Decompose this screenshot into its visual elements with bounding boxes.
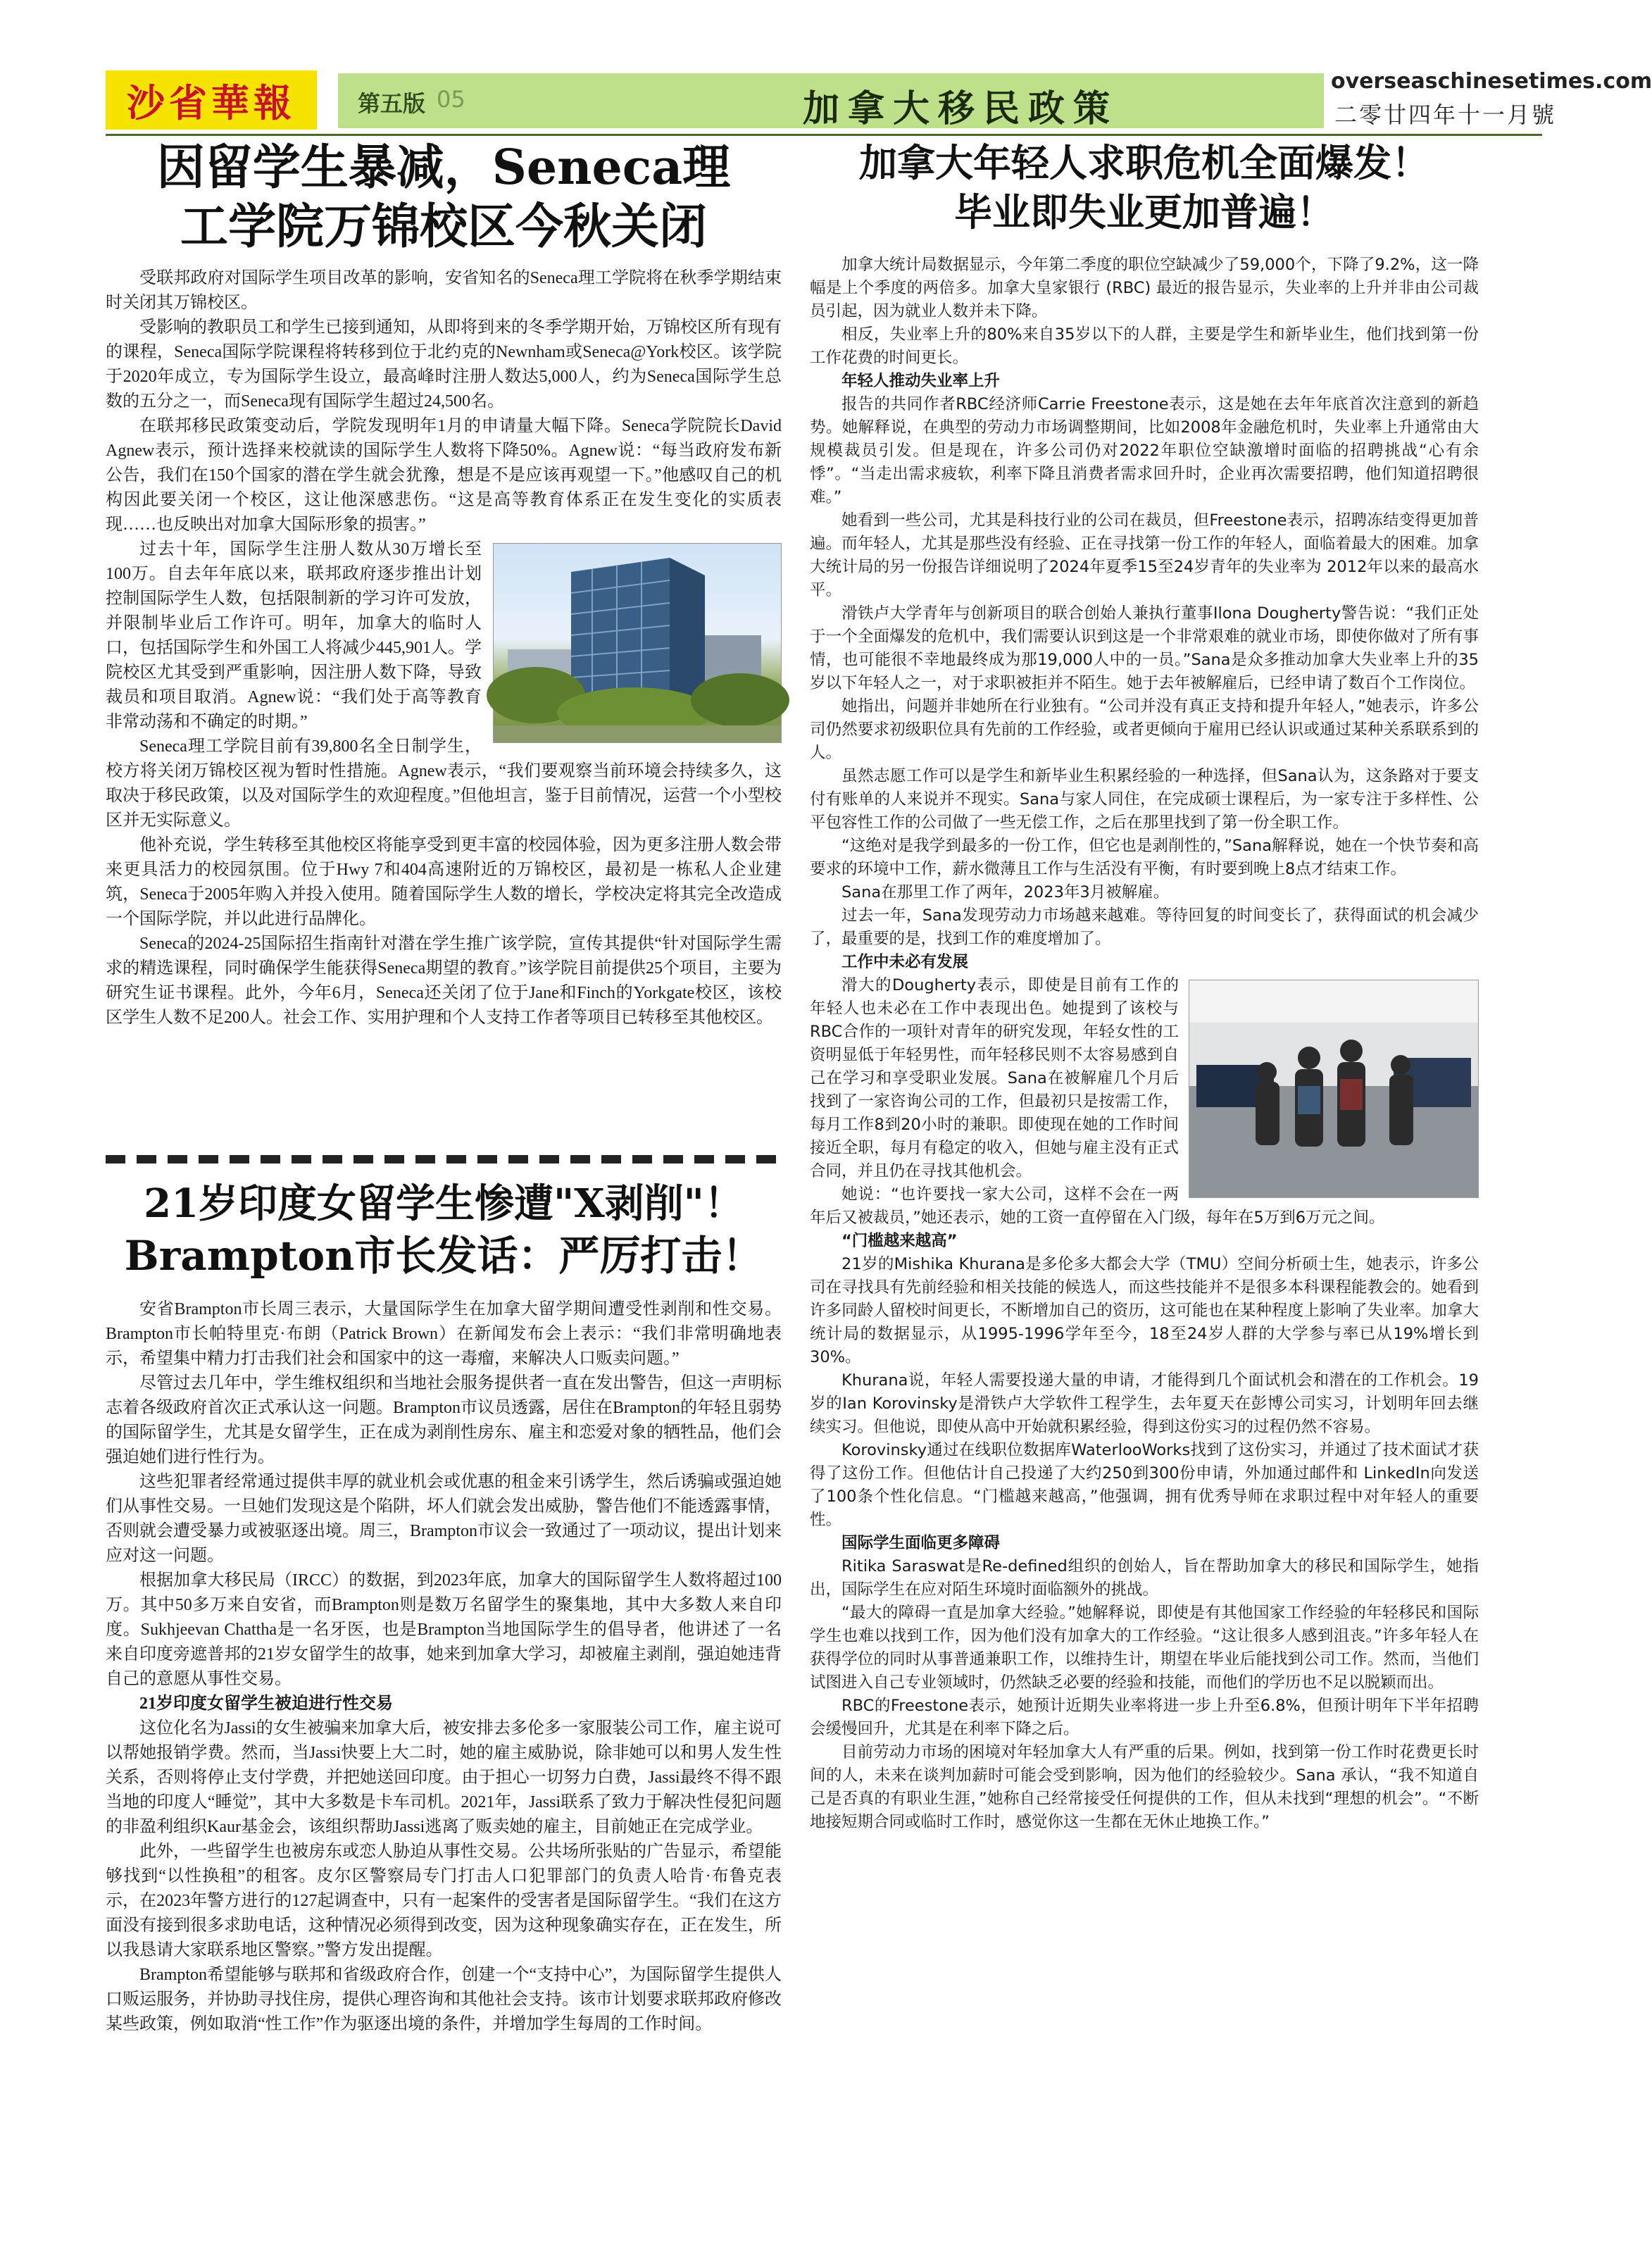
subheading: 21岁印度女留学生被迫进行性交易 — [139, 1695, 393, 1713]
paragraph: Seneca的2024-25国际招生指南针对潜在学生推广该学院，宣传其提供“针对国际学生需求的精选课程，同时确保学生能获得Seneca期望的教育。”该学院目前提供25个项目，主要为研究生证书课程。此外，今年6月，Seneca还关闭了位于Jane和Finch的Yorkgate校区，该校区学生人数不足200人。社会工作、实用护理和个人支持工作者等项目已转移至其他校区。 — [106, 935, 782, 1027]
paragraph: 受联邦政府对国际学生项目改革的影响，安省知名的Seneca理工学院将在秋季学期结束时关闭其万锦校区。 — [106, 269, 782, 312]
paragraph: “最大的障碍一直是加拿大经验。”她解释说，即使是有其他国家工作经验的年轻移民和国际学生也难以找到工作，因为他们没有加拿大的工作经验。“这让很多人感到沮丧。”许多年轻人在获得学位的同时从事普通兼职工作，以维持生计，期望在毕业后能找到公司工作。然而，当他们试图进入自己专业领域时，仍然缺乏必要的经验和技能，而他们的学历也不足以脱颖而出。 — [810, 1604, 1479, 1692]
logo-text: 沙省華報 — [127, 80, 296, 125]
article-youth-title-1: 加拿大年轻人求职危机全面爆发！ — [859, 140, 1429, 185]
paragraph: Brampton希望能够与联邦和省级政府合作，创建一个“支持中心”，为国际留学生提供人口贩运服务，并协助寻找住房，提供心理咨询和其他社会支持。该市计划要求联邦政府修改某些政策，例如取消“性工作”作为驱逐出境的条件，并增加学生每周的工作时间。 — [106, 1966, 782, 2033]
article-youth-title-2: 毕业即失业更加普遍！ — [954, 189, 1334, 235]
paragraph: 过去十年，国际学生注册人数从30万增长至100万。自去年年底以来，联邦政府逐步推出计划控制国际学生人数，包括限制新的学习许可发放，并限制毕业后工作许可。明年，加拿大的临时人口，包括国际学生和外国工人将减少445,901人。学院校区尤其受到严重影响，因注册人数下降，导致裁员和项目取消。Agnew说：“我们处于高等教育非常动荡和不确定的时期。” — [106, 540, 482, 731]
paragraph: 根据加拿大移民局（IRCC）的数据，到2023年底，加拿大的国际留学生人数将超过100万。其中50多万来自安省，而Brampton则是数万名留学生的聚集地，其中大多数人来自印度。Sukhjeevan Chattha是一名牙医，也是Brampton当地国际学生的倡导者，他讲述了一名来自印度旁遮普邦的21岁女留学生的故事，她来到加拿大学习，却被雇主剥削，强迫她违背自己的意愿从事性交易。 — [106, 1571, 782, 1688]
paragraph: RBC的Freestone表示，她预计近期失业率将进一步上升至6.8%，但预计明年下半年招聘会缓慢回升，尤其是在利率下降之后。 — [810, 1697, 1479, 1738]
paragraph: Sana在那里工作了两年，2023年3月被解雇。 — [841, 883, 1170, 901]
article-seneca-title: 因留学生暴减，Seneca理工学院万锦校区今秋关闭 — [156, 139, 731, 255]
paragraph: 滑大的Dougherty表示，即使是目前有工作的年轻人也未必在工作中表现出色。她提到了该校与RBC合作的一项针对青年的研究发现，年轻女性的工资明显低于年轻男性，而年轻移民则不太容易感到自己在学习和享受职业发展。Sana在被解雇几个月后找到了一家咨询公司的工作，但最初只是按需工作，每月工作8到20小时的兼职。即使现在她的工作时间接近全职，每月有稳定的收入，但她与雇主没有正式合同，并且仍在寻找其他机会。 — [810, 976, 1179, 1180]
issue-date: 二零廿四年十一月號 — [1334, 101, 1556, 128]
paragraph: 目前劳动力市场的困境对年轻加拿大人有严重的后果。例如，找到第一份工作时花费更长时间的人，未来在谈判加薪时可能会受到影响，因为他们的经验较少。Sana 承认，“我不知道自己是否真的有职业生涯，”她称自己经常接受任何提供的工作，但从未找到“理想的机会”。“不断地接短期合同或临时工作时，感觉你这一生都在无休止地换工作。” — [810, 1743, 1479, 1831]
paragraph: 他补充说，学生转移至其他校区将能享受到更丰富的校园体验，因为更多注册人数会带来更具活力的校园氛围。位于Hwy 7和404高速附近的万锦校区，最初是一栋私人企业建筑，Seneca于2005年购入并投入使用。随着国际学生人数的增长，学校决定将其完全改造成一个国际学院，并以此进行品牌化。 — [106, 836, 782, 928]
paragraph: 此外，一些留学生也被房东或恋人胁迫从事性交易。公共场所张贴的广告显示，希望能够找到“以性换租”的租客。皮尔区警察局专门打击人口犯罪部门的负责人哈肯·布鲁克表示，在2023年警方进行的127起调查中，只有一起案件的受害者是国际留学生。“我们在这方面没有接到很多求助电话，这种情况必须得到改变，因为这种现象确实存在，正在发生，所以我恳请大家联系地区警察。”警方发出提醒。 — [106, 1842, 782, 1959]
paragraph: 受影响的教职员工和学生已接到通知，从即将到来的冬季学期开始，万锦校区所有现有的课程，Seneca国际学院课程将转移到位于北约克的Newnham或Seneca@York校区。该学院于2020年成立，专为国际学生设立，最高峰时注册人数达5,000人，约为Seneca国际学生总数的五分之一，而Seneca现有国际学生超过24,500名。 — [106, 318, 782, 411]
paragraph: 虽然志愿工作可以是学生和新毕业生积累经验的一种选择，但Sana认为，这条路对于要支付有账单的人来说并不现实。Sana与家人同住，在完成硕士课程后，为一家专注于多样性、公平包容性工作的公司做了一些无偿工作，之后在那里找到了第一份全职工作。 — [810, 767, 1479, 832]
website-link[interactable]: overseaschinesetimes.com — [1331, 69, 1652, 94]
office-building-image — [494, 544, 781, 742]
paragraph: Ritika Saraswat是Re-defined组织的创始人，旨在帮助加拿大的移民和国际学生，她指出，国际学生在应对陌生环境时面临额外的挑战。 — [810, 1557, 1479, 1599]
article-youth-jobs — [810, 138, 1479, 1834]
page-header — [106, 63, 1652, 131]
paragraph: Seneca理工学院目前有39,800名全日制学生，校方将关闭万锦校区视为暂时性措施。Agnew表示，“我们要观察当前环境会持续多久，这取决于移民政策，以及对国际学生的欢迎程度。”但他坦言，鉴于目前情况，运营一个小型校区并无实际意义。 — [106, 737, 782, 830]
paragraph: 她指出，问题并非她所在行业独有。“公司并没有真正支持和提升年轻人，”她表示，许多公司仍然要求初级职位具有先前的工作经验，或者更倾向于雇用已经认识或通过某种关系联系到的人。 — [810, 697, 1479, 762]
section-bar — [338, 73, 1324, 128]
article-brampton — [106, 1178, 782, 2037]
paragraph: 尽管过去几年中，学生维权组织和当地社会服务提供者一直在发出警告，但这一声明标志着各级政府首次正式承认这一问题。Brampton市议员透露，居住在Brampton的年轻且弱势的国际留学生，尤其是女留学生，正在成为剥削性房东、雇主和恋爱对象的牺牲品，他们会强迫她们进行性行为。 — [106, 1374, 782, 1466]
article-divider — [106, 1155, 782, 1163]
subheading: “门槛越来越高” — [841, 1232, 958, 1250]
article-seneca — [106, 138, 782, 1030]
subheading: 年轻人推动失业率上升 — [841, 372, 1001, 390]
paragraph: Korovinsky通过在线职位数据库WaterlooWorks找到了这份实习，并通过了技术面试才获得了这份工作。但他估计自己投递了大约250到300份申请，外加通过邮件和 LinkedIn向发送了100条个性化信息。“门槛越来越高，”他强调，拥有优秀导师在求职过程中对年轻人的重要性。 — [810, 1441, 1479, 1529]
subheading: 工作中未必有发展 — [841, 953, 969, 971]
paragraph: 加拿大统计局数据显示，今年第二季度的职位空缺减少了59,000个，下降了9.2%，这一降幅是上个季度的两倍多。加拿大皇家银行 (RBC) 最近的报告显示，失业率的上升并非由公司裁员引起，因为就业人数并未下降。 — [810, 256, 1479, 320]
paragraph: 相反，失业率上升的80%来自35岁以下的人群，主要是学生和新毕业生，他们找到第一份工作花费的时间更长。 — [810, 325, 1479, 367]
paragraph: 滑铁卢大学青年与创新项目的联合创始人兼执行董事Ilona Dougherty警告说：“我们正处于一个全面爆发的危机中，我们需要认识到这是一个非常艰难的就业市场，即使你做对了所有事情，也可能很不幸地最终成为那19,000人中的一员。”Sana是众多推动加拿大失业率上升的35岁以下年轻人之一，对于求职被拒并不陌生。她于去年被解雇后，已经申请了数百个工作岗位。 — [810, 604, 1479, 692]
article-brampton-title-1: 21岁印度女留学生惨遭"X剥削"！ — [144, 1180, 744, 1227]
paragraph: 这些犯罪者经常通过提供丰厚的就业机会或优惠的租金来引诱学生，然后诱骗或强迫她们从事性交易。一旦她们发现这是个陷阱，坏人们就会发出威胁，警告他们不能透露事情，否则就会遭受暴力或被驱逐出境。周三，Brampton市议会一致通过了一项动议，提出计划来应对这一问题。 — [106, 1473, 782, 1565]
seneca-campus-photo — [493, 543, 782, 743]
paragraph: Khurana说，年轻人需要投递大量的申请，才能得到几个面试机会和潜在的工作机会。19岁的Ian Korovinsky是滑铁卢大学软件工程学生，去年夏天在彭博公司实习，计划明年回去继续实习。但他说，即使从高中开始就积累经验，得到这份实习的过程仍然不容易。 — [810, 1371, 1479, 1436]
article-brampton-title-2: Brampton市长发话：严厉打击！ — [124, 1232, 763, 1280]
paragraph: 她说：“也许要找一家大公司，这样不会在一两年后又被裁员，”她还表示，她的工资一直停留在入门级，每年在5万到6万元之间。 — [810, 1185, 1385, 1227]
job-fair-photo — [1189, 980, 1479, 1198]
paragraph: “这绝对是我学到最多的一份工作，但它也是剥削性的，”Sana解释说，她在一个快节奏和高要求的环境中工作，薪水微薄且工作与生活没有平衡，有时要到晚上8点才结束工作。 — [810, 837, 1479, 878]
paragraph: 在联邦移民政策变动后，学院发现明年1月的申请量大幅下降。Seneca学院院长David Agnew表示，预计选择来校就读的国际学生人数将下降50%。Agnew说：“每当政府发布新公告，我们在150个国家的潜在学生就会犹豫，想是不是应该再观望一下。”他感叹自己的机构因此要关闭一个校区，这让他深感悲伤。“这是高等教育体系正在发生变化的实质表现……也反映出对加拿大国际形象的损害。” — [106, 417, 782, 534]
paragraph: 她看到一些公司，尤其是科技行业的公司在裁员，但Freestone表示，招聘冻结变得更加普遍。而年轻人，尤其是那些没有经验、正在寻找第一份工作的年轻人，面临着最大的困难。加拿大统计局的另一份报告详细说明了2024年夏季15至24岁青年的失业率为 2012年以来的最高水平。 — [810, 511, 1479, 599]
header-rule — [106, 134, 1542, 136]
page-label: 第五版 — [358, 90, 426, 117]
paragraph: 报告的共同作者RBC经济师Carrie Freestone表示，这是她在去年年底首次注意到的新趋势。她解释说，在典型的劳动力市场调整期间，比如2008年金融危机时，失业率上升通常由大规模裁员引发。但是现在，许多公司仍对2022年职位空缺激增时面临的招聘挑战“心有余悸”。“当走出需求疲软，利率下降且消费者需求回升时，企业再次需要招聘，他们知道招聘很难。” — [810, 395, 1479, 506]
paragraph: 这位化名为Jassi的女生被骗来加拿大后，被安排去多伦多一家服装公司工作，雇主说可以帮她报销学费。然而，当Jassi快要上大二时，她的雇主威胁说，除非她可以和男人发生性关系，否则将停止支付学费，并把她送回印度。由于担心一切努力白费，Jassi最终不得不跟当地的印度人“睡觉”，其中大多数是卡车司机。2021年，Jassi联系了致力于解决性侵犯问题的非盈利组织Kaur基金会，该组织帮助Jassi逃离了贩卖她的雇主，目前她正在完成学业。 — [106, 1719, 782, 1836]
job-fair-image — [1189, 980, 1478, 1197]
subheading: 国际学生面临更多障碍 — [841, 1534, 1001, 1552]
newspaper-logo — [106, 70, 317, 130]
paragraph: 21岁的Mishika Khurana是多伦多大都会大学（TMU）空间分析硕士生，她表示，许多公司在寻找具有先前经验和相关技能的候选人，而这些技能并不是很多本科课程能教会的。她看到许多同龄人留校时间更长，不断增加自己的资历，这可能也在某种程度上影响了失业率。加拿大统计局的数据显示，从1995-1996学年至今，18至24岁人群的大学参与率已从19%增长到30%。 — [810, 1255, 1479, 1366]
page-number: 05 — [437, 86, 465, 113]
section-title: 加拿大移民政策 — [803, 88, 1119, 130]
paragraph: 过去一年，Sana发现劳动力市场越来越难。等待回复的时间变长了，获得面试的机会减少了，最重要的是，找到工作的难度增加了。 — [810, 906, 1479, 948]
paragraph: 安省Brampton市长周三表示，大量国际学生在加拿大留学期间遭受性剥削和性交易。Brampton市长帕特里克·布朗（Patrick Brown）在新闻发布会上表示：“我们非常明确地表示，希望集中精力打击我们社会和国家中的这一毒瘤，来解决人口贩卖问题。” — [106, 1300, 782, 1368]
